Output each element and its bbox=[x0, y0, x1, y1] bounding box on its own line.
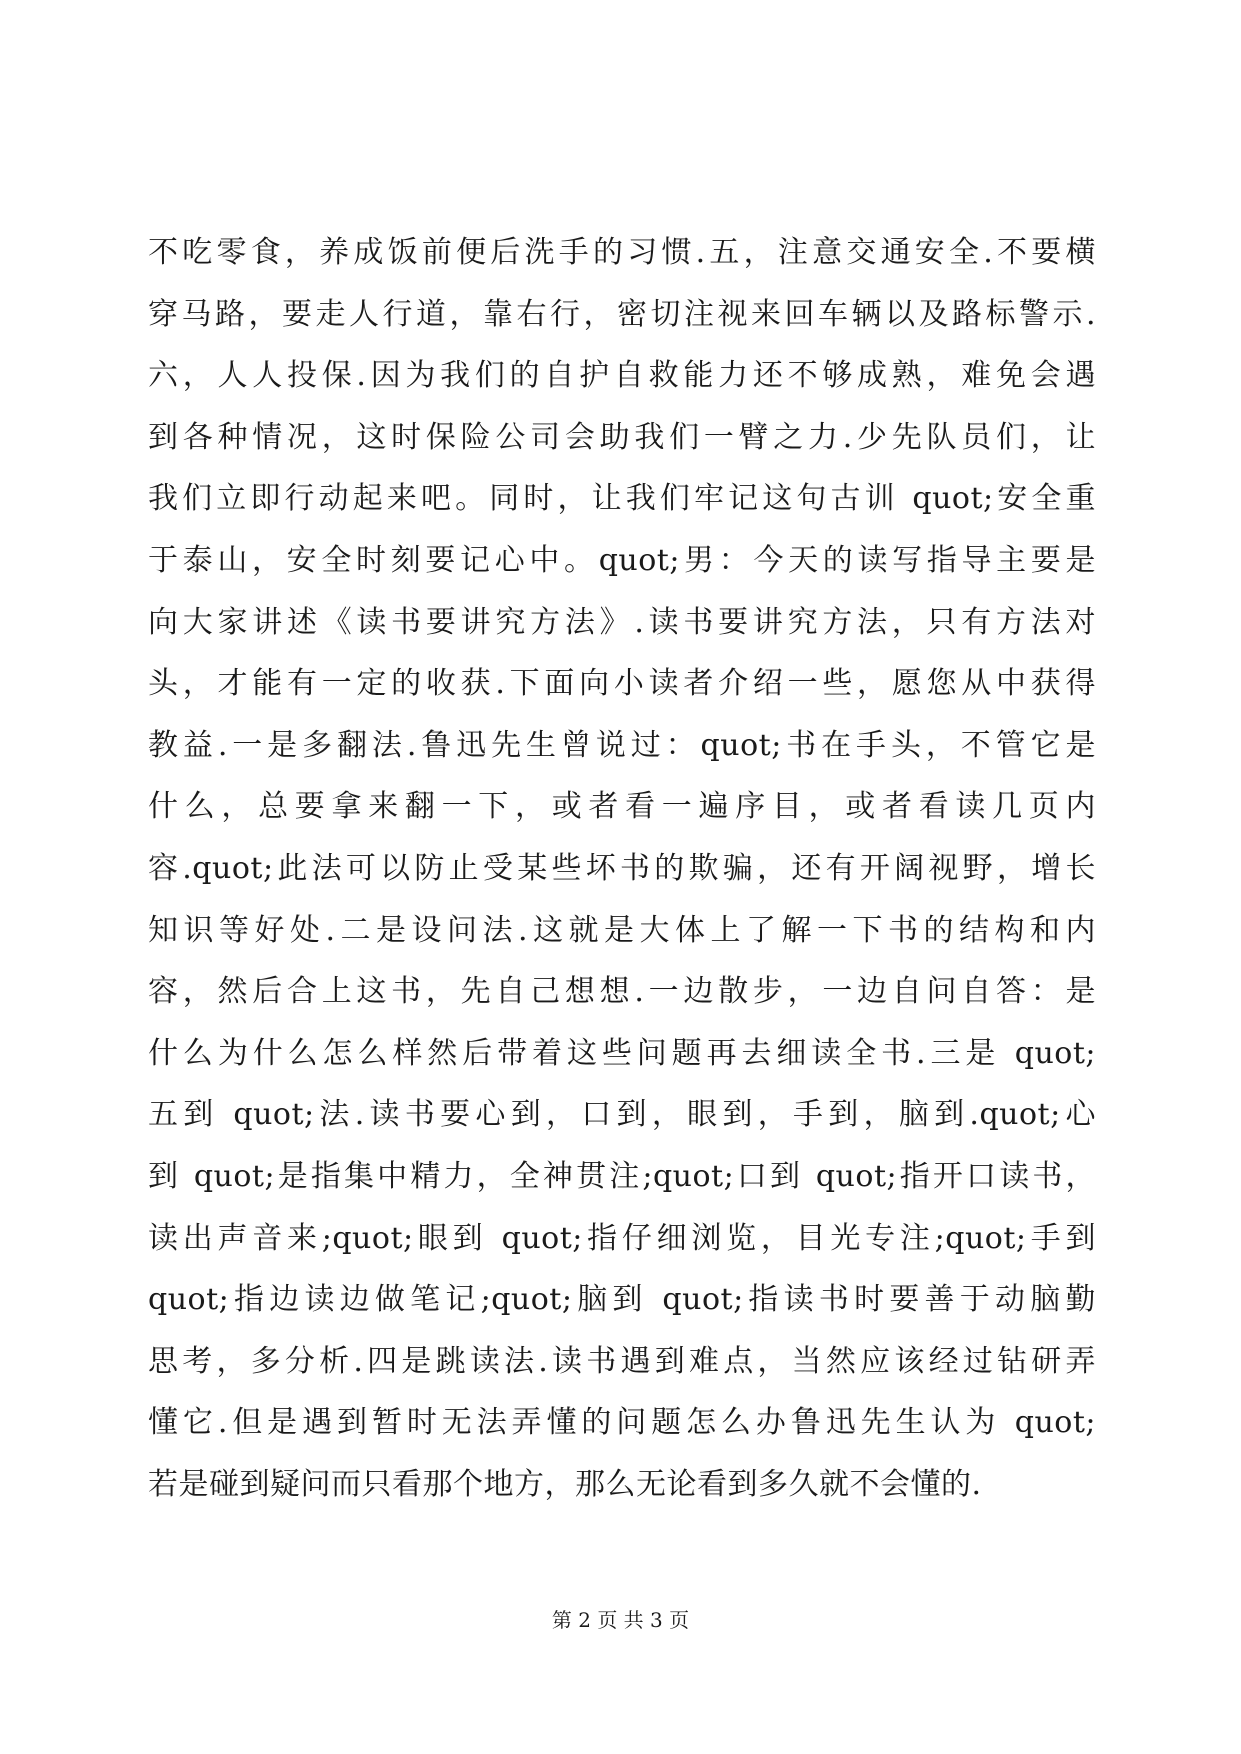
text-line: 懂它.但是遇到暂时无法弄懂的问题怎么办鲁迅先生认为 quot; bbox=[148, 1405, 1096, 1441]
text-line: 向大家讲述《读书要讲究方法》.读书要讲究方法，只有方法对 bbox=[148, 604, 1096, 640]
text-line: quot;指边读边做笔记;quot;脑到 quot;指读书时要善于动脑勤 bbox=[148, 1282, 1096, 1318]
document-body bbox=[148, 222, 1096, 1515]
text-line: 我们立即行动起来吧。同时，让我们牢记这句古训 quot;安全重 bbox=[148, 481, 1096, 517]
text-line: 读出声音来;quot;眼到 quot;指仔细浏览，目光专注;quot;手到 bbox=[148, 1220, 1096, 1256]
text-line: 五到 quot;法.读书要心到，口到，眼到，手到，脑到.quot;心 bbox=[148, 1097, 1096, 1133]
text-line: 头，才能有一定的收获.下面向小读者介绍一些，愿您从中获得 bbox=[148, 666, 1096, 702]
text-line: 穿马路，要走人行道，靠右行，密切注视来回车辆以及路标警示. bbox=[148, 296, 1096, 332]
text-line: 思考，多分析.四是跳读法.读书遇到难点，当然应该经过钻研弄 bbox=[148, 1343, 1096, 1379]
text-line: 教益.一是多翻法.鲁迅先生曾说过：quot;书在手头，不管它是 bbox=[148, 727, 1096, 763]
text-line: 知识等好处.二是设问法.这就是大体上了解一下书的结构和内 bbox=[148, 912, 1096, 948]
text-line: 于泰山，安全时刻要记心中。quot;男：今天的读写指导主要是 bbox=[148, 542, 1096, 578]
text-line: 容，然后合上这书，先自己想想.一边散步，一边自问自答：是 bbox=[148, 974, 1096, 1010]
text-line: 什么，总要拿来翻一下，或者看一遍序目，或者看读几页内 bbox=[148, 789, 1096, 825]
text-line: 不吃零食，养成饭前便后洗手的习惯.五，注意交通安全.不要横 bbox=[148, 235, 1096, 270]
text-line: 什么为什么怎么样然后带着这些问题再去细读全书.三是 quot; bbox=[148, 1035, 1096, 1071]
text-line: 容.quot;此法可以防止受某些坏书的欺骗，还有开阔视野，增长 bbox=[148, 850, 1096, 886]
text-line: 到各种情况，这时保险公司会助我们一臂之力.少先队员们，让 bbox=[148, 419, 1096, 455]
text-line: 到 quot;是指集中精力，全神贯注;quot;口到 quot;指开口读书， bbox=[148, 1158, 1096, 1194]
text-line: 六，人人投保.因为我们的自护自救能力还不够成熟，难免会遇 bbox=[148, 358, 1096, 394]
text-line: 若是碰到疑问而只看那个地方，那么无论看到多久就不会懂的. bbox=[148, 1466, 982, 1502]
page-number-footer: 第 2 页 共 3 页 bbox=[551, 1608, 690, 1632]
